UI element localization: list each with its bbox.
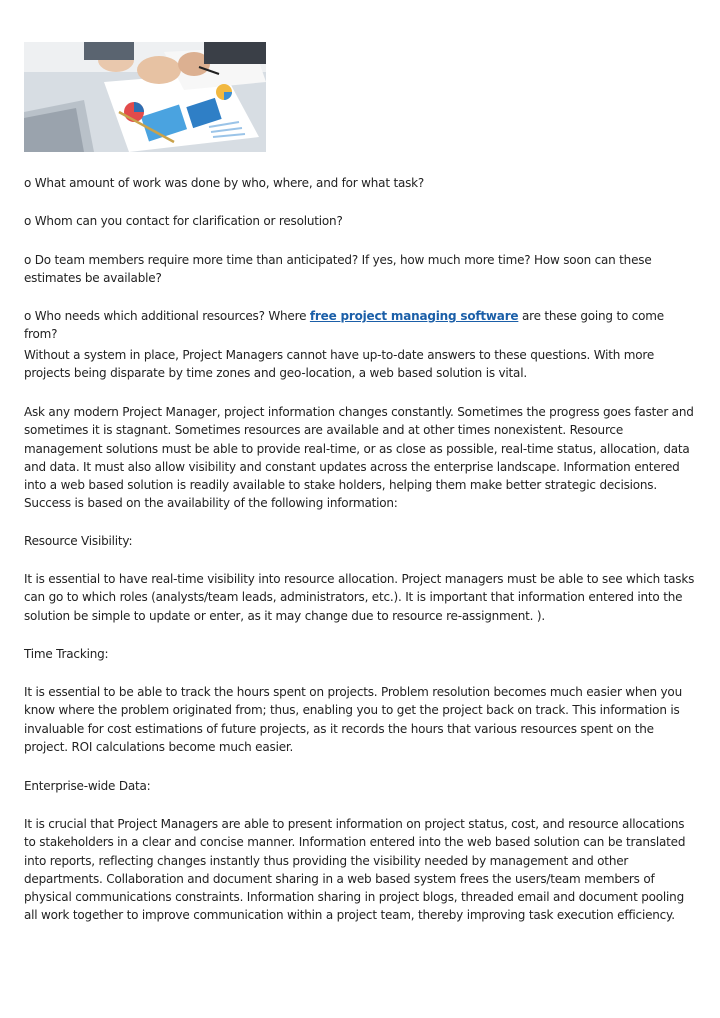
paragraph-modern-pm: Ask any modern Project Manager, project information changes constantly. Sometimes the progress goes faster and sometimes it is stagnant. Sometimes resources are available and at other times nonexistent. Resource management solutions must be able to provide real-time, or as close as possible, real-time status, allocation, data and data. It must also allow visibility and constant updates across the enterprise landscape. Information entered into a web based solution is readily available to stake holders, helping them make better strategic decisions. Success is based on the availability of the following information: (24, 405, 694, 511)
paragraph-system: Without a system in place, Project Managers cannot have up-to-date answers to these questions. With more projects being disparate by time zones and geo-location, a web based solution is vital. (24, 348, 655, 381)
paragraph-resource-visibility: It is essential to have real-time visibility into resource allocation. Project managers must be able to see which tasks can go to which roles (analysts/team leads, administrators, etc.). It is important that information entered into the solution be simple to update or enter, as it may change due to resource re-assignment. ). (24, 572, 695, 623)
question-resources (24, 307, 696, 344)
question-work-done: o What amount of work was done by who, where, and for what task? (24, 176, 425, 190)
question-resources-text-before: o Who needs which additional resources? Where (24, 309, 310, 323)
free-pm-software-link[interactable]: free project managing software (309, 309, 519, 323)
question-resources-text-after: are these going to come from? (24, 309, 664, 342)
meeting-photo-illustration (24, 42, 266, 152)
question-contact: o Whom can you contact for clarification or resolution? (24, 214, 343, 228)
paragraph-time-tracking: It is essential to be able to track the hours spent on projects. Problem resolution becomes much easier when you know where the problem originated from; thus, enabling you to get the project back on track. This information is invaluable for cost estimations of future projects, as it records the hours that various resources spent on the project. ROI calculations become much easier. (24, 685, 682, 754)
question-more-time: o Do team members require more time than anticipated? If yes, how much more time? How soon can these estimates be available? (24, 253, 652, 286)
article-photo (24, 42, 266, 152)
heading-resource-visibility: Resource Visibility: (24, 534, 133, 548)
heading-enterprise-data: Enterprise-wide Data: (24, 779, 151, 793)
heading-time-tracking: Time Tracking: (24, 647, 109, 661)
paragraph-enterprise-data: It is crucial that Project Managers are able to present information on project status, cost, and resource allocations to stakeholders in a clear and concise manner. Information entered into the web based solution can be translated into reports, reflecting changes instantly thus providing the visibility needed by management and other departments. Collaboration and document sharing in a web based system frees the users/team members of physical communications constraints. Information sharing in project blogs, threaded email and document pooling all work together to improve communication within a project team, thereby improving task execution efficiency. (24, 817, 686, 923)
